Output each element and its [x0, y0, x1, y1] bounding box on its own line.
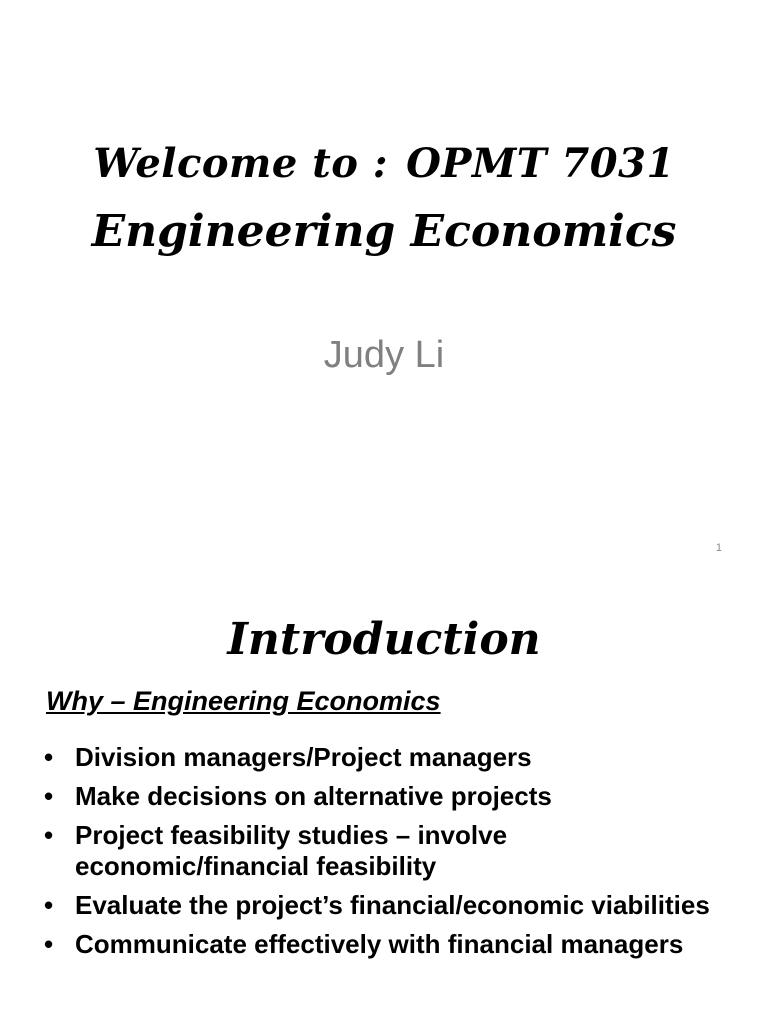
bullet-item	[44, 781, 734, 812]
bullet-text: Communicate effectively with financial managers	[75, 929, 684, 959]
welcome-text: Welcome to :	[93, 140, 389, 187]
course-title: Engineering Economics	[91, 206, 677, 257]
bullet-item	[44, 929, 734, 960]
bullet-dot-icon: •	[44, 742, 54, 772]
author-name: Judy Li	[323, 334, 445, 376]
welcome-heading	[0, 140, 768, 187]
bullet-dot-icon: •	[44, 929, 54, 959]
bullet-text: Project feasibility studies – involve economic/financial feasibility	[75, 820, 508, 881]
bullet-dot-icon: •	[44, 820, 54, 850]
bullet-list	[44, 742, 734, 968]
slide-title: Introduction	[227, 614, 541, 665]
page-number: 1	[715, 542, 722, 554]
bullet-text: Division managers/Project managers	[75, 742, 532, 772]
course-code: OPMT 7031	[406, 140, 675, 187]
bullet-item	[44, 820, 734, 882]
bullet-item	[44, 742, 734, 773]
bullet-text: Make decisions on alternative projects	[75, 781, 552, 811]
bullet-dot-icon: •	[44, 890, 54, 920]
bullet-text: Evaluate the project’s financial/economic viabilities	[75, 890, 710, 920]
section-subheading: Why – Engineering Economics	[46, 686, 441, 716]
introduction-slide	[0, 576, 768, 1024]
bullet-dot-icon: •	[44, 781, 54, 811]
bullet-item	[44, 890, 734, 921]
